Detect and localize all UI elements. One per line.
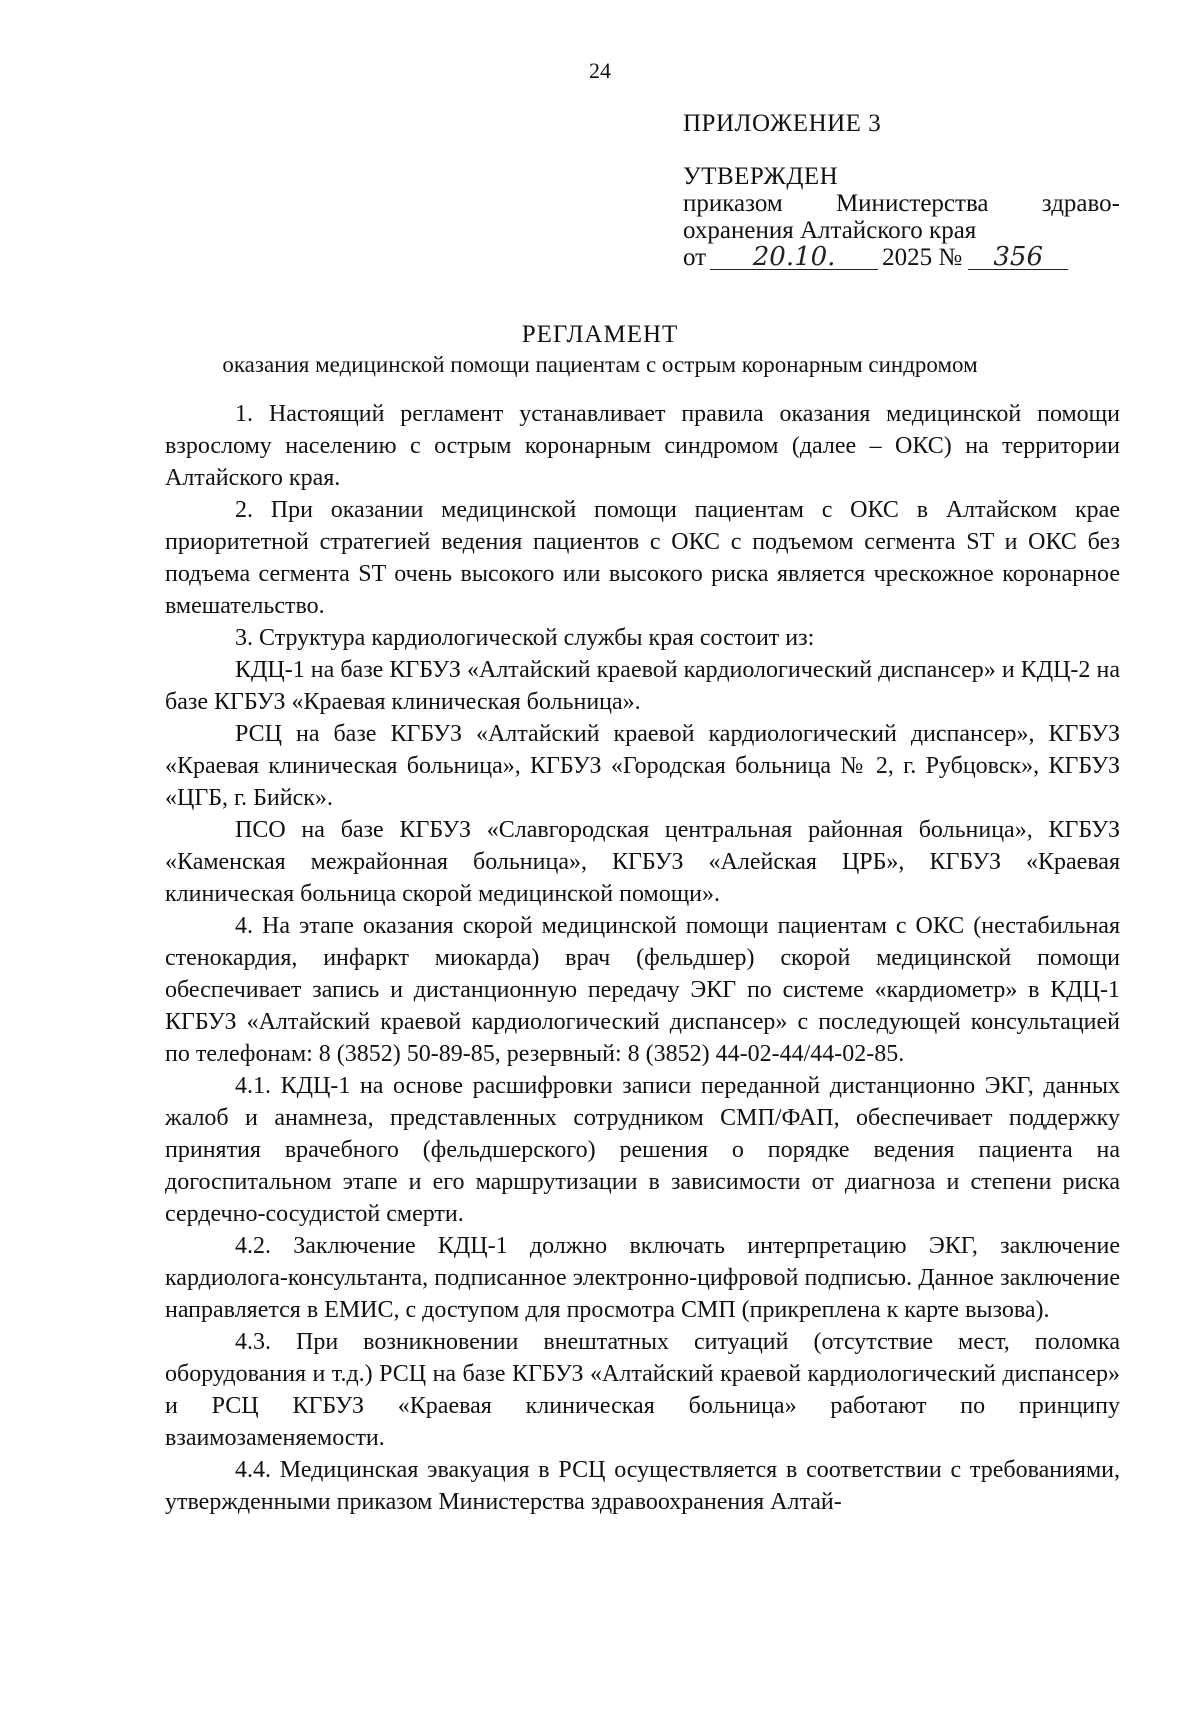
document-subtitle: оказания медицинской помощи пациентам с острым коронарным синдромом: [222, 352, 978, 377]
paragraph-4-2: 4.2. Заключение КДЦ-1 должно включать интерпретацию ЭКГ, заключение кардиолога-консультанта, подписанное электронно-цифровой подписью. Данное заключение направляется в ЕМИС, с доступом для просмотра СМП (прикреплена к карте вызова).: [165, 1233, 1120, 1323]
order-word: приказом: [683, 190, 783, 217]
health-word: здраво-: [1041, 190, 1120, 217]
appendix-label: ПРИЛОЖЕНИЕ 3: [683, 110, 882, 137]
document-body: [165, 398, 1120, 1518]
paragraph-2: 2. При оказании медицинской помощи пациентам с ОКС в Алтайском крае приоритетной стратегией ведения пациентов с ОКС с подъемом сегмента ST и ОКС без подъема сегмента ST очень высокого или высокого риска является чрескожное коронарное вмешательство.: [165, 497, 1120, 619]
paragraph-3-rsc: РСЦ на базе КГБУЗ «Алтайский краевой кардиологический диспансер», КГБУЗ «Краевая клиническая больница», КГБУЗ «Городская больница № 2, г. Рубцовск», КГБУЗ «ЦГБ, г. Бийск».: [165, 721, 1120, 811]
approved-label: УТВЕРЖДЕН: [683, 163, 839, 190]
ministry-word: Министерства: [835, 190, 989, 217]
paragraph-4: 4. На этапе оказания скорой медицинской помощи пациентам с ОКС (нестабильная стенокардия, инфаркт миокарда) врач (фельдшер) скорой медицинской помощи обеспечивает запись и дистанционную передачу ЭКГ по системе «кардиометр» в КДЦ-1 КГБУЗ «Алтайский краевой кардиологический диспансер» с последующей консультацией по телефонам: 8 (3852) 50-89-85, резервный: 8 (3852) 44-02-44/44-02-85.: [165, 913, 1120, 1067]
paragraph-4-4: 4.4. Медицинская эвакуация в РСЦ осуществляется в соответствии с требованиями, утвержденными приказом Министерства здравоохранения Алтай-: [165, 1457, 1120, 1515]
paragraph-1: 1. Настоящий регламент устанавливает правила оказания медицинской помощи взрослому населению с острым коронарным синдромом (далее – ОКС) на территории Алтайского края.: [165, 401, 1120, 491]
page-number: 24: [589, 58, 611, 83]
document-title: РЕГЛАМЕНТ: [521, 321, 679, 348]
order-date-line: [683, 244, 1120, 271]
paragraph-4-3: 4.3. При возникновении внештатных ситуаций (отсутствие мест, поломка оборудования и т.д.) РСЦ на базе КГБУЗ «Алтайский краевой кардиологический диспансер» и РСЦ КГБУЗ «Краевая клиническая больница» работают по принципу взаимозаменяемости.: [165, 1329, 1120, 1451]
order-line-2: охранения Алтайского края: [683, 217, 977, 244]
paragraph-4-1: 4.1. КДЦ-1 на основе расшифровки записи переданной дистанционно ЭКГ, данных жалоб и анамнеза, представленных сотрудником СМП/ФАП, обеспечивает поддержку принятия врачебного (фельдшерского) решения о порядке ведения пациента на догоспитальном этапе и его маршрутизации в зависимости от диагноза и степени риска сердечно-сосудистой смерти.: [165, 1073, 1120, 1227]
handwritten-order-number: 356: [968, 245, 1068, 270]
order-line-1: [683, 190, 1120, 217]
document-title-block: [0, 320, 1200, 380]
paragraph-3-pso: ПСО на базе КГБУЗ «Славгородская центральная районная больница», КГБУЗ «Каменская межрайонная больница», КГБУЗ «Алейская ЦРБ», КГБУЗ «Краевая клиническая больница скорой медицинской помощи».: [165, 817, 1120, 907]
date-prefix: от: [683, 244, 707, 271]
year-text: 2025 №: [882, 244, 963, 271]
handwritten-date: 20.10.: [710, 245, 878, 270]
paragraph-3-kdc: КДЦ-1 на базе КГБУЗ «Алтайский краевой кардиологический диспансер» и КДЦ-2 на базе КГБУЗ «Краевая клиническая больница».: [165, 657, 1120, 715]
approval-header: [683, 110, 1120, 271]
paragraph-3: 3. Структура кардиологической службы края состоит из:: [235, 625, 815, 651]
